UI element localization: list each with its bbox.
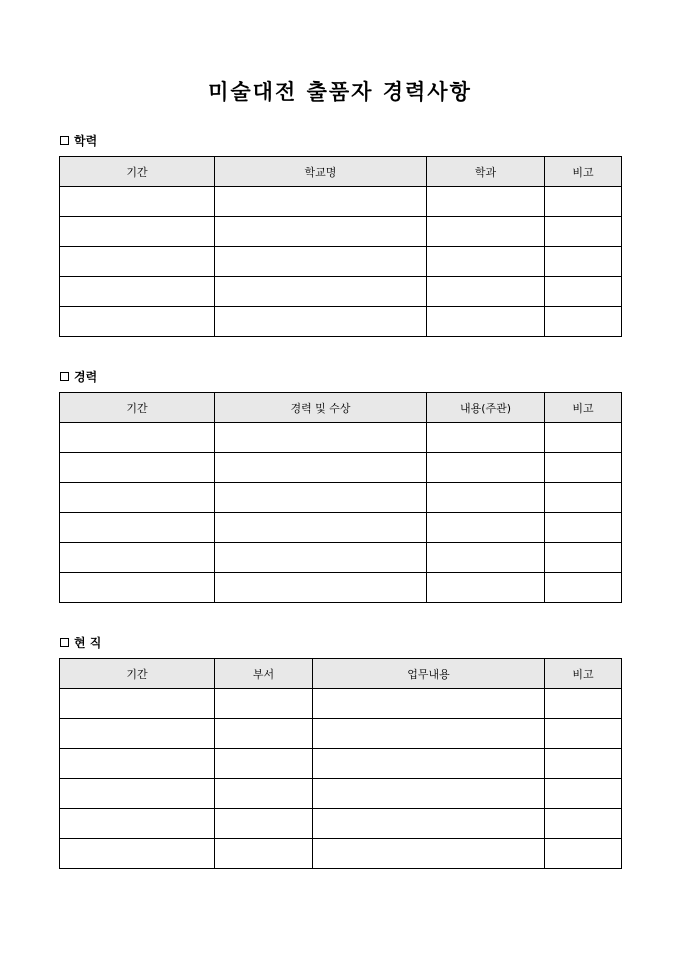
table-cell[interactable] (215, 187, 427, 217)
career-table (59, 392, 622, 603)
table-cell[interactable] (427, 307, 545, 337)
table-row (60, 689, 622, 719)
table-cell[interactable] (545, 719, 622, 749)
table-row (60, 307, 622, 337)
table-cell[interactable] (545, 839, 622, 869)
table-cell[interactable] (427, 277, 545, 307)
table-cell[interactable] (215, 247, 427, 277)
table-row (60, 719, 622, 749)
table-row (60, 779, 622, 809)
table-cell[interactable] (545, 247, 622, 277)
table-cell[interactable] (215, 513, 427, 543)
table-cell[interactable] (545, 307, 622, 337)
table-cell[interactable] (215, 307, 427, 337)
table-cell[interactable] (427, 543, 545, 573)
table-cell[interactable] (215, 543, 427, 573)
table-cell[interactable] (313, 809, 545, 839)
table-cell[interactable] (545, 277, 622, 307)
table-row (60, 809, 622, 839)
section-heading-current-position (60, 634, 101, 650)
table-cell[interactable] (427, 483, 545, 513)
table-row (60, 187, 622, 217)
table-cell[interactable] (60, 779, 215, 809)
table-cell[interactable] (215, 453, 427, 483)
table-cell[interactable] (60, 719, 215, 749)
section-heading-label: 학력 (74, 133, 98, 148)
table-row (60, 513, 622, 543)
table-cell[interactable] (545, 779, 622, 809)
table-cell[interactable] (427, 423, 545, 453)
table-cell[interactable] (60, 809, 215, 839)
table-cell[interactable] (215, 217, 427, 247)
table-row (60, 839, 622, 869)
table-header-row (60, 393, 622, 423)
checkbox-square-icon (60, 638, 69, 647)
education-table (59, 156, 622, 337)
table-cell[interactable] (313, 749, 545, 779)
table-cell[interactable] (60, 277, 215, 307)
column-header-major: 학과 (427, 157, 545, 187)
table-cell[interactable] (215, 423, 427, 453)
table-cell[interactable] (60, 187, 215, 217)
checkbox-square-icon (60, 136, 69, 145)
section-heading-education (60, 132, 97, 148)
table-cell[interactable] (545, 187, 622, 217)
table-cell[interactable] (427, 247, 545, 277)
table-cell[interactable] (427, 513, 545, 543)
table-cell[interactable] (427, 573, 545, 603)
table-cell[interactable] (60, 423, 215, 453)
column-header-content-host: 내용(주관) (427, 393, 545, 423)
table-cell[interactable] (215, 749, 313, 779)
table-cell[interactable] (545, 513, 622, 543)
table-cell[interactable] (60, 543, 215, 573)
table-cell[interactable] (313, 839, 545, 869)
table-header-row (60, 659, 622, 689)
table-row (60, 247, 622, 277)
table-row (60, 423, 622, 453)
table-cell[interactable] (215, 689, 313, 719)
section-heading-label: 현 직 (74, 635, 102, 650)
table-cell[interactable] (215, 839, 313, 869)
table-cell[interactable] (427, 217, 545, 247)
table-cell[interactable] (545, 483, 622, 513)
column-header-remarks: 비고 (545, 659, 622, 689)
table-cell[interactable] (545, 453, 622, 483)
table-row (60, 543, 622, 573)
table-row (60, 277, 622, 307)
table-header-row (60, 157, 622, 187)
table-cell[interactable] (60, 513, 215, 543)
column-header-duties: 업무내용 (313, 659, 545, 689)
table-row (60, 573, 622, 603)
table-cell[interactable] (427, 187, 545, 217)
column-header-period: 기간 (60, 393, 215, 423)
table-cell[interactable] (313, 689, 545, 719)
table-cell[interactable] (215, 719, 313, 749)
column-header-school: 학교명 (215, 157, 427, 187)
table-cell[interactable] (215, 483, 427, 513)
column-header-period: 기간 (60, 659, 215, 689)
column-header-period: 기간 (60, 157, 215, 187)
section-heading-career (60, 368, 97, 384)
table-cell[interactable] (60, 839, 215, 869)
table-cell[interactable] (60, 247, 215, 277)
table-cell[interactable] (545, 217, 622, 247)
table-cell[interactable] (545, 423, 622, 453)
table-row (60, 217, 622, 247)
table-cell[interactable] (545, 573, 622, 603)
column-header-remarks: 비고 (545, 393, 622, 423)
current-position-table (59, 658, 622, 869)
column-header-career-awards: 경력 및 수상 (215, 393, 427, 423)
table-cell[interactable] (545, 749, 622, 779)
table-row (60, 483, 622, 513)
table-cell[interactable] (60, 749, 215, 779)
table-cell[interactable] (313, 719, 545, 749)
table-cell[interactable] (313, 779, 545, 809)
table-cell[interactable] (215, 573, 427, 603)
table-cell[interactable] (545, 543, 622, 573)
column-header-department: 부서 (215, 659, 313, 689)
table-cell[interactable] (60, 453, 215, 483)
table-cell[interactable] (215, 809, 313, 839)
table-cell[interactable] (545, 809, 622, 839)
table-cell[interactable] (545, 689, 622, 719)
table-cell[interactable] (60, 483, 215, 513)
table-cell[interactable] (427, 453, 545, 483)
table-cell[interactable] (60, 217, 215, 247)
table-cell[interactable] (60, 307, 215, 337)
table-row (60, 453, 622, 483)
column-header-remarks: 비고 (545, 157, 622, 187)
table-cell[interactable] (215, 779, 313, 809)
section-heading-label: 경력 (74, 369, 98, 384)
table-cell[interactable] (60, 573, 215, 603)
table-cell[interactable] (215, 277, 427, 307)
checkbox-square-icon (60, 372, 69, 381)
page-title: 미술대전 출품자 경력사항 (208, 79, 472, 104)
table-row (60, 749, 622, 779)
table-cell[interactable] (60, 689, 215, 719)
